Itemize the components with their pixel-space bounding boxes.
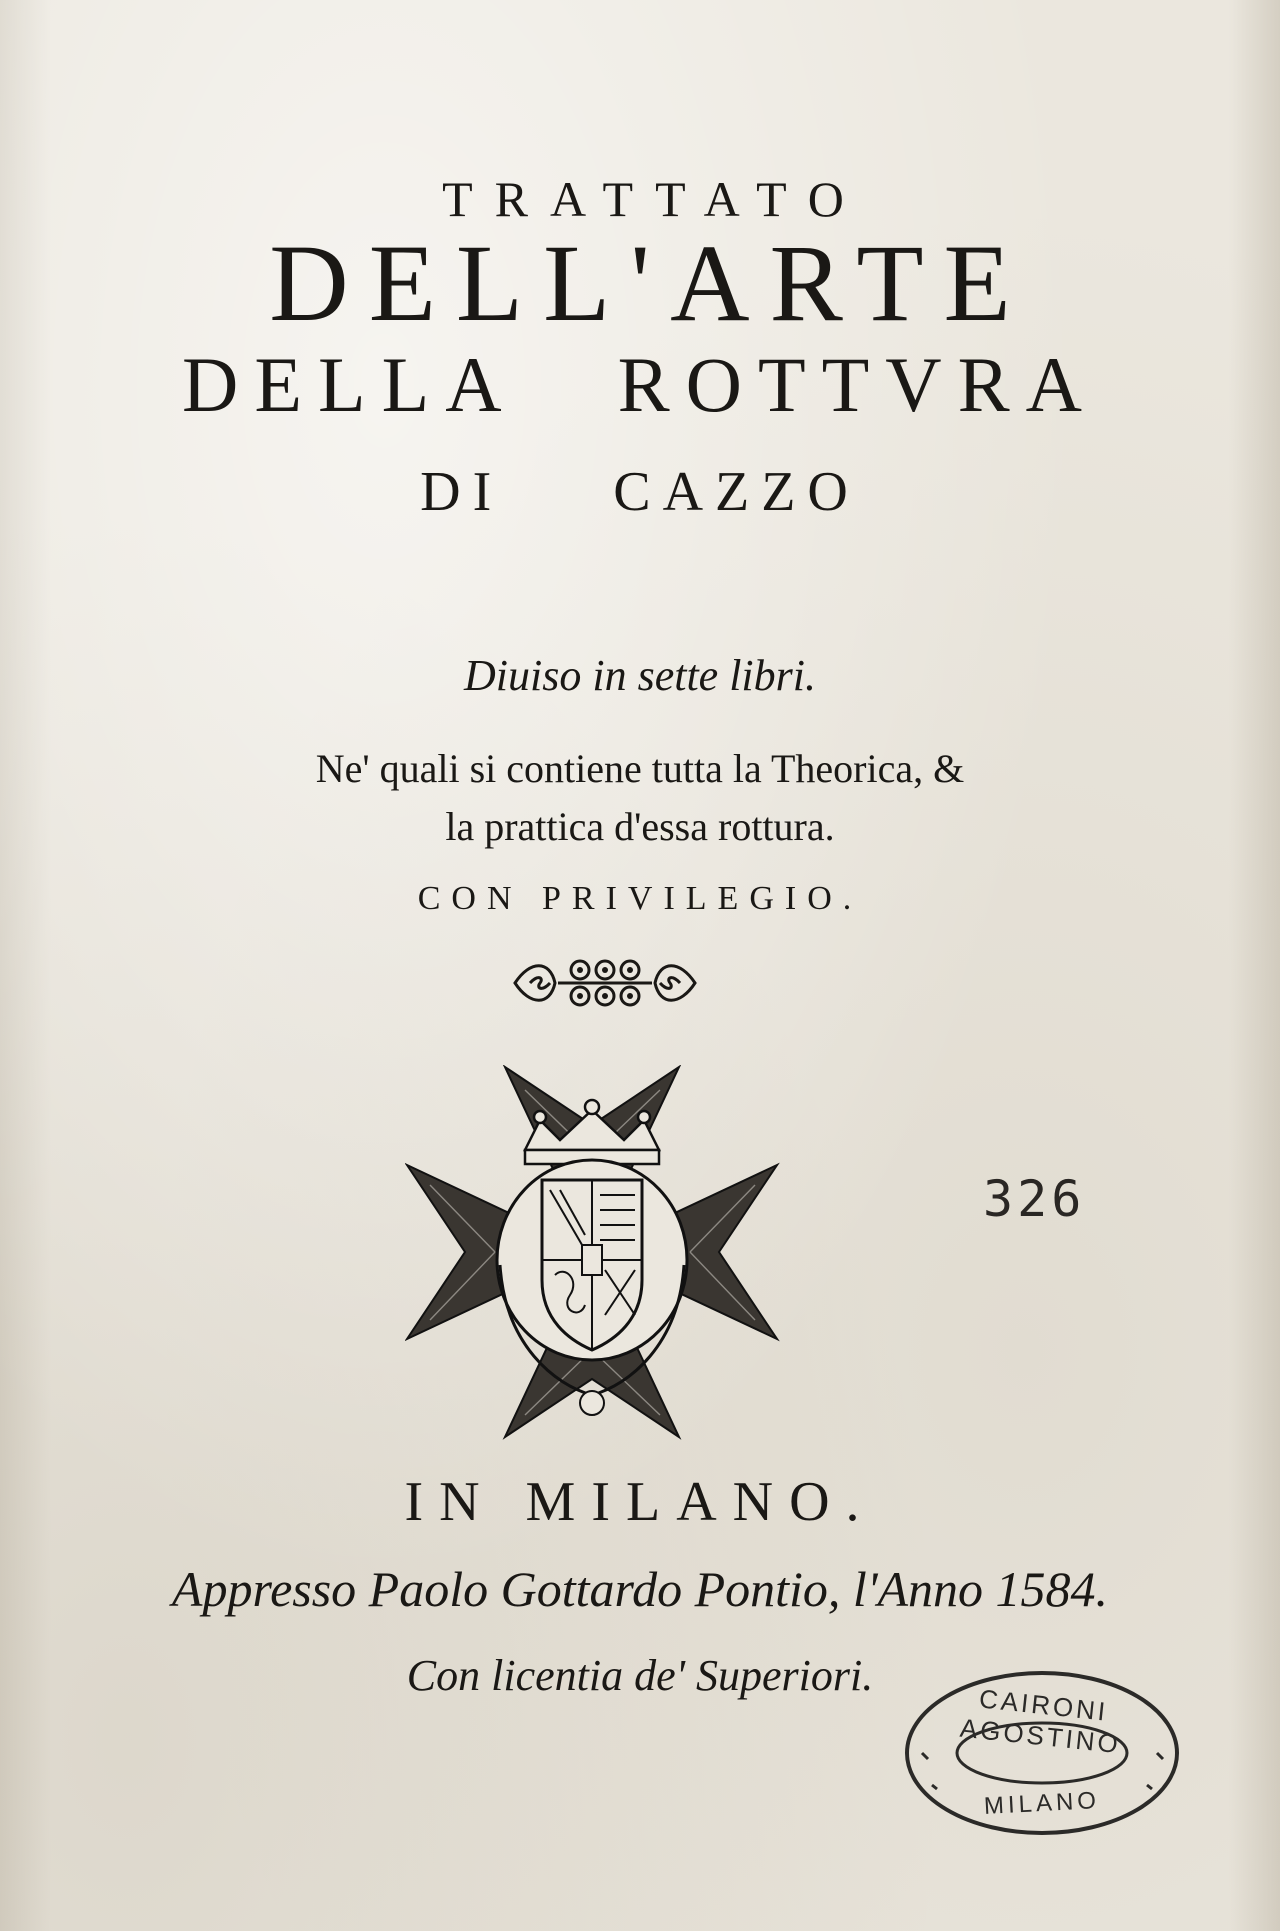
imprint-place: IN MILANO. [404, 1471, 876, 1533]
subtitle-contents-2: la prattica d'essa rottura. [445, 804, 835, 849]
title-word-rottura: ROTTVRA [617, 341, 1098, 428]
title-word-cazzo: CAZZO [613, 461, 860, 523]
title-line-cazzo [0, 460, 1280, 524]
title-word-di: DI [420, 461, 504, 523]
title-line-trattato: TRATTATO [442, 171, 866, 227]
title-word-della: DELLA [182, 341, 518, 428]
floral-ornament-icon [510, 950, 700, 1016]
title-line-rottura [0, 341, 1280, 428]
title-line-arte: DELL'ARTE [269, 222, 1031, 344]
catalog-number: 326 [983, 1170, 1086, 1228]
subtitle-contents-1: Ne' quali si contiene tutta la Theorica, & [315, 746, 965, 791]
imprint-license: Con licentia de' Superiori. [406, 1651, 874, 1700]
stamp-city: MILANO [983, 1786, 1101, 1821]
coat-of-arms-icon [405, 1065, 780, 1440]
stamp-owner-name: CAIRONI AGOSTINO [958, 1683, 1123, 1760]
imprint-publisher: Appresso Paolo Gottardo Pontio, l'Anno 1584. [171, 1561, 1109, 1617]
privilege-line: CON PRIVILEGIO. [417, 880, 863, 917]
subtitle-divided: Diuiso in sette libri. [464, 651, 816, 700]
